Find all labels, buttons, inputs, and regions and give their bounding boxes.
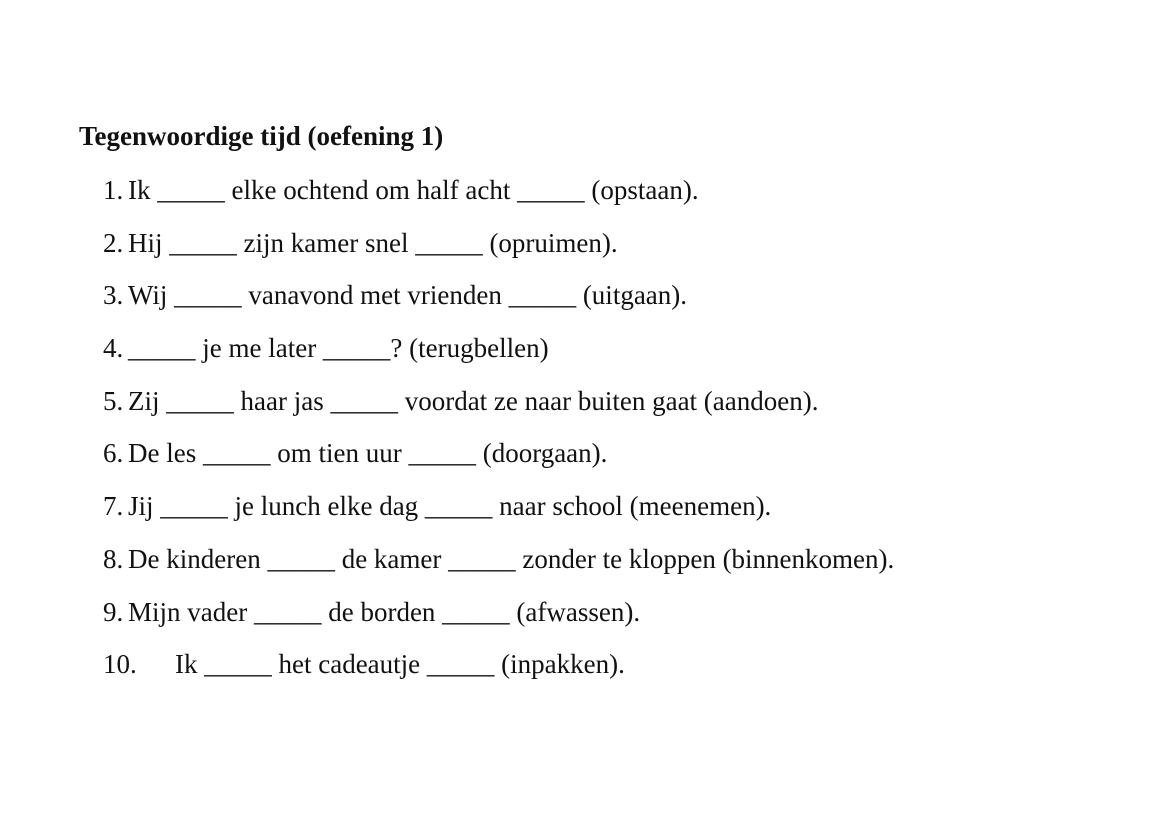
exercise-list	[103, 172, 894, 699]
item-number: 4.	[103, 333, 124, 364]
item-text: _____ je me later _____? (terugbellen)	[128, 333, 549, 364]
item-text: Ik _____ het cadeautje _____ (inpakken).	[175, 649, 625, 680]
item-text: Hij _____ zijn kamer snel _____ (opruimen).	[128, 227, 618, 258]
exercise-title: Tegenwoordige tijd (oefening 1)	[79, 121, 444, 151]
item-number: 6.	[103, 438, 124, 469]
item-number: 9.	[103, 596, 124, 627]
exercise-item	[103, 488, 894, 541]
item-text: De kinderen _____ de kamer _____ zonder te kloppen (binnenkomen).	[128, 543, 895, 574]
item-text: Wij _____ vanavond met vrienden _____ (uitgaan).	[128, 280, 688, 311]
exercise-item	[103, 277, 894, 330]
item-number: 2.	[103, 227, 124, 258]
item-text: Zij _____ haar jas _____ voordat ze naar buiten gaat (aandoen).	[128, 385, 819, 416]
item-text: Mijn vader _____ de borden _____ (afwassen).	[128, 596, 641, 627]
exercise-item	[103, 646, 894, 699]
exercise-item	[103, 172, 894, 225]
item-number: 1.	[103, 175, 124, 205]
exercise-item	[103, 594, 894, 647]
item-number: 10.	[103, 649, 137, 680]
item-text: Ik _____ elke ochtend om half acht _____ (opstaan).	[128, 175, 699, 205]
item-text: Jij _____ je lunch elke dag _____ naar school (meenemen).	[128, 491, 772, 522]
item-number: 5.	[103, 385, 124, 416]
item-text: De les _____ om tien uur _____ (doorgaan).	[128, 438, 608, 469]
item-number: 7.	[103, 491, 124, 522]
exercise-item	[103, 435, 894, 488]
exercise-item	[103, 225, 894, 278]
exercise-item	[103, 330, 894, 383]
exercise-item	[103, 541, 894, 594]
item-number: 3.	[103, 280, 124, 311]
exercise-item	[103, 383, 894, 436]
item-number: 8.	[103, 543, 124, 574]
